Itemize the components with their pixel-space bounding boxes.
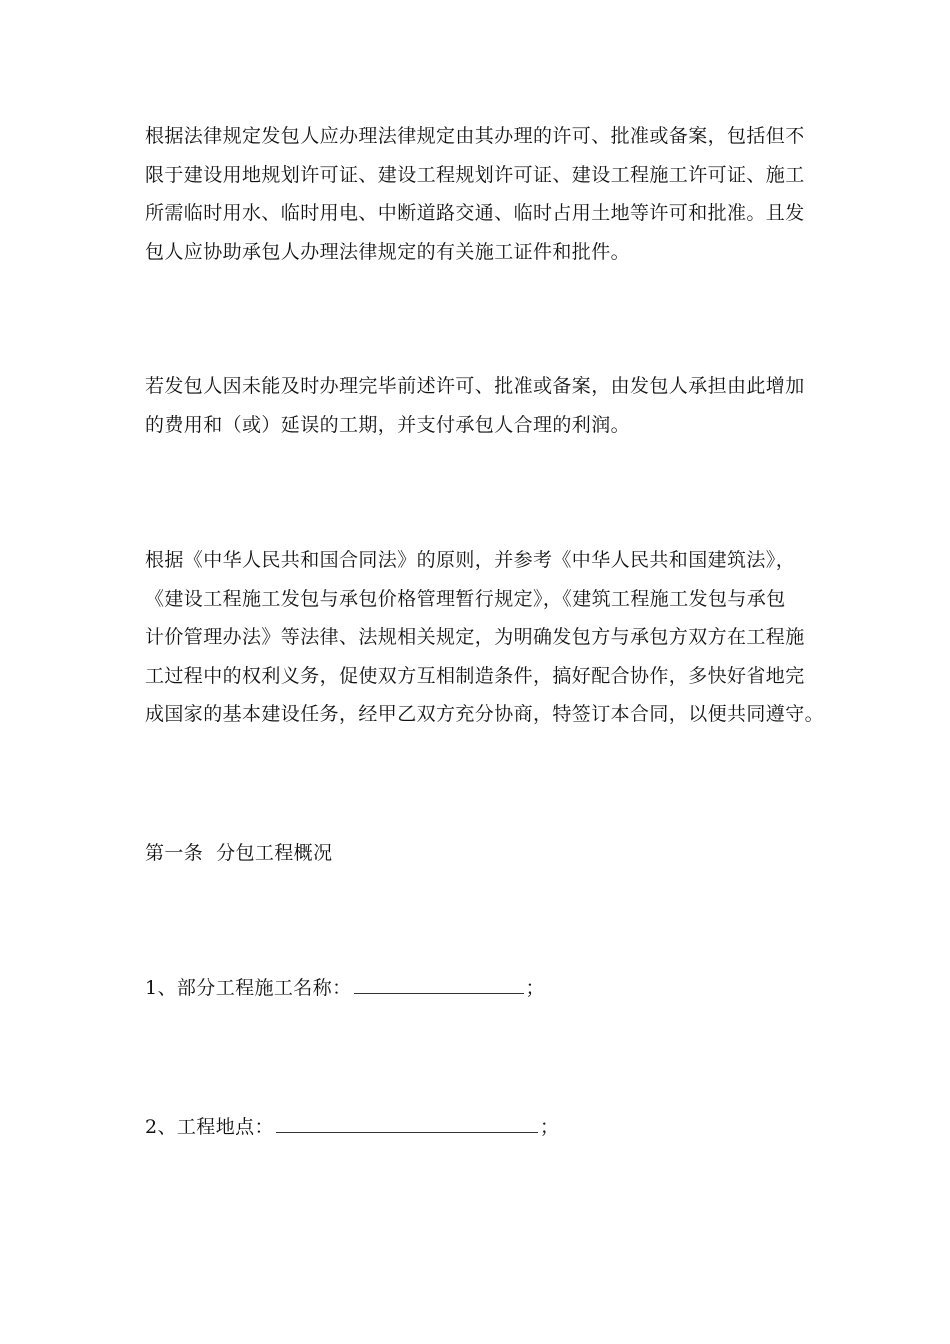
text-line: 所需临时用水、临时用电、中断道路交通、临时占用土地等许可和批准。且发 [145, 202, 805, 224]
paragraph-permits [145, 117, 810, 271]
item-project-name [145, 969, 810, 1008]
text-line: 工过程中的权利义务，促使双方互相制造条件，搞好配合协作，多快好省地完 [145, 664, 805, 687]
text-line: 包人应协助承包人办理法律规定的有关施工证件和批件。 [145, 240, 631, 263]
fill-in-blank[interactable] [354, 971, 524, 994]
item-line [145, 1108, 810, 1147]
text-line: 的费用和（或）延误的工期，并支付承包人合理的利润。 [145, 413, 631, 436]
section-heading-text: 第一条 分包工程概况 [145, 842, 333, 864]
text-line: 根据法律规定发包人应办理法律规定由其办理的许可、批准或备案，包括但不 [145, 125, 805, 147]
item-label: 2、工程地点： [145, 1116, 274, 1138]
item-suffix: ； [525, 977, 545, 999]
item-line [145, 969, 810, 1008]
item-project-location [145, 1108, 810, 1147]
fill-in-blank[interactable] [276, 1110, 538, 1133]
item-label: 1、部分工程施工名称： [145, 977, 352, 999]
text-line: 《建设工程施工发包与承包价格管理暂行规定》，《建筑工程施工发包与承包 [145, 587, 786, 610]
text-line: 限于建设用地规划许可证、建设工程规划许可证、建设工程施工许可证、施工 [145, 163, 805, 186]
text-line: 成国家的基本建设任务，经甲乙双方充分协商，特签订本合同，以便共同遵守。 [145, 703, 825, 725]
item-suffix: ； [539, 1116, 560, 1138]
text-line: 计价管理办法》等法律、法规相关规定，为明确发包方与承包方双方在工程施 [145, 626, 805, 648]
paragraph-delay-liability [145, 367, 810, 444]
section-heading [145, 834, 810, 873]
text-line: 根据《中华人民共和国合同法》的原则，并参考《中华人民共和国建筑法》， [145, 549, 796, 571]
paragraph-legal-basis [145, 541, 825, 734]
text-line: 若发包人因未能及时办理完毕前述许可、批准或备案，由发包人承担由此增加 [145, 375, 805, 397]
